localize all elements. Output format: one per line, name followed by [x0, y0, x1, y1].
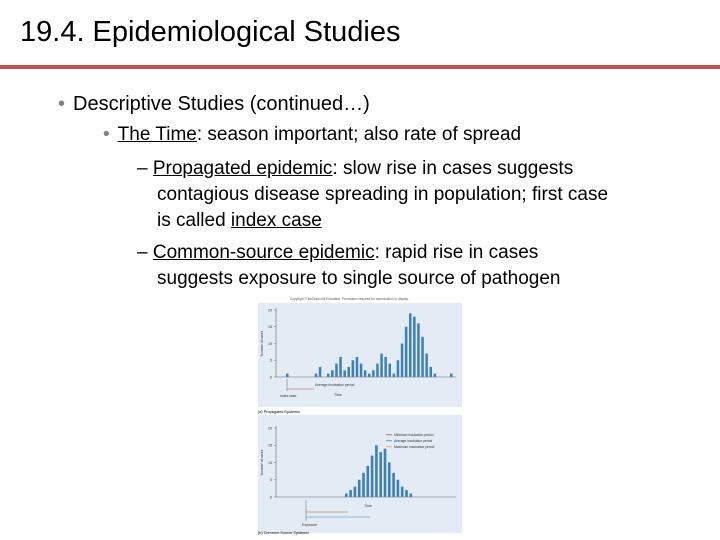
- y-tick-label: 0: [270, 375, 272, 380]
- bar: [335, 364, 338, 377]
- y-tick-label: 10: [268, 460, 272, 465]
- bar: [380, 354, 383, 377]
- bar: [348, 367, 351, 377]
- bar: [425, 354, 428, 377]
- sub-text: : slow rise in cases suggests: [332, 158, 574, 179]
- bar: [409, 313, 412, 377]
- bar: [397, 480, 400, 497]
- bar: [352, 360, 355, 377]
- slide-title: 19.4. Epidemiological Studies: [20, 16, 401, 48]
- panel-a-caption: (a) Propagated Epidemic: [258, 410, 300, 414]
- bullet-text: : season important; also rate of spread: [196, 124, 522, 145]
- bar: [417, 323, 420, 377]
- bar: [388, 463, 391, 498]
- incubation-label: Average incubation period: [315, 383, 355, 387]
- bullet-text: Descriptive Studies (continued…): [73, 93, 370, 115]
- term-common-source-epidemic: Common-source epidemic: [152, 242, 375, 263]
- y-tick-label: 20: [268, 426, 272, 431]
- sub-text: : rapid rise in cases: [374, 242, 539, 263]
- bar: [392, 473, 395, 497]
- copyright-note: Copyright © McGraw-Hill Education. Permission required for reproduction or display.: [290, 297, 409, 301]
- bar: [286, 374, 289, 377]
- bar: [405, 490, 408, 497]
- bar: [430, 367, 433, 377]
- bar: [367, 466, 370, 497]
- bar: [376, 364, 379, 377]
- title-rule: [0, 65, 720, 69]
- bar: [327, 374, 330, 377]
- legend-entry: Maximum incubation period: [394, 445, 435, 449]
- sub-text-line2: suggests exposure to single source of pathogen: [157, 268, 561, 289]
- bar: [356, 357, 359, 377]
- bar: [372, 370, 375, 377]
- sub-text-line2: contagious disease spreading in population; first case: [157, 184, 609, 205]
- bullet-descriptive-studies: [58, 93, 370, 116]
- x-axis-title: Time: [334, 393, 342, 397]
- exposure-label: Exposure: [302, 523, 318, 527]
- x-axis-title: Time: [364, 504, 372, 508]
- bar: [421, 337, 424, 377]
- y-tick-label: 20: [268, 308, 272, 313]
- panel-a-background: [258, 303, 462, 407]
- bar: [339, 357, 342, 377]
- bar: [343, 370, 346, 377]
- legend-entry: Minimum incubation period: [394, 433, 434, 437]
- bar: [410, 494, 413, 497]
- bar: [331, 370, 334, 377]
- bar: [450, 374, 453, 377]
- bar: [345, 494, 348, 497]
- bar: [368, 374, 371, 377]
- sub-bullet-common-source: – Common-source epidemic: rapid rise in cases suggests exposure to single source of pathogen: [137, 242, 561, 289]
- y-tick-label: 15: [268, 325, 272, 330]
- bar: [319, 367, 322, 377]
- term-propagated-epidemic: Propagated epidemic: [152, 158, 333, 179]
- bar: [375, 445, 378, 497]
- bar: [405, 327, 408, 377]
- bar: [362, 473, 365, 497]
- y-axis-title: Number of cases: [260, 330, 264, 357]
- y-tick-label: 10: [268, 341, 272, 346]
- term-the-time: The Time: [117, 124, 197, 145]
- bullet-dot-icon: •: [103, 124, 110, 145]
- bar: [354, 487, 357, 497]
- index-case-label: Index case: [280, 394, 297, 398]
- bar: [401, 487, 404, 497]
- bar: [360, 364, 363, 377]
- term-index-case: index case: [230, 210, 322, 231]
- bullet-dot-icon: •: [58, 93, 66, 115]
- bar: [401, 344, 404, 378]
- bar: [393, 374, 396, 377]
- bar: [384, 357, 387, 377]
- sub-bullet-propagated: – Propagated epidemic: slow rise in cases suggests contagious disease spreading in population; first case is called index case: [137, 158, 609, 231]
- panel-b-caption: (b) Common-Source Epidemic: [258, 531, 310, 535]
- y-tick-label: 15: [268, 443, 272, 448]
- bar: [349, 490, 352, 497]
- y-tick-label: 0: [270, 495, 272, 500]
- bar: [371, 456, 374, 497]
- sub-text-line3: is called: [157, 210, 231, 231]
- bullet-the-time: [103, 124, 521, 146]
- bar: [315, 374, 318, 377]
- bar: [413, 317, 416, 377]
- epidemic-figure: [258, 296, 466, 536]
- y-tick-label: 5: [270, 478, 272, 483]
- legend-entry: Average incubation period: [394, 439, 433, 443]
- bar: [434, 374, 437, 377]
- y-axis-title: Number of cases: [260, 449, 264, 476]
- y-tick-label: 5: [270, 358, 272, 363]
- bar: [379, 452, 382, 497]
- bar: [364, 370, 367, 377]
- bar: [389, 364, 392, 377]
- bar: [358, 480, 361, 497]
- bar: [397, 360, 400, 377]
- bar: [384, 449, 387, 497]
